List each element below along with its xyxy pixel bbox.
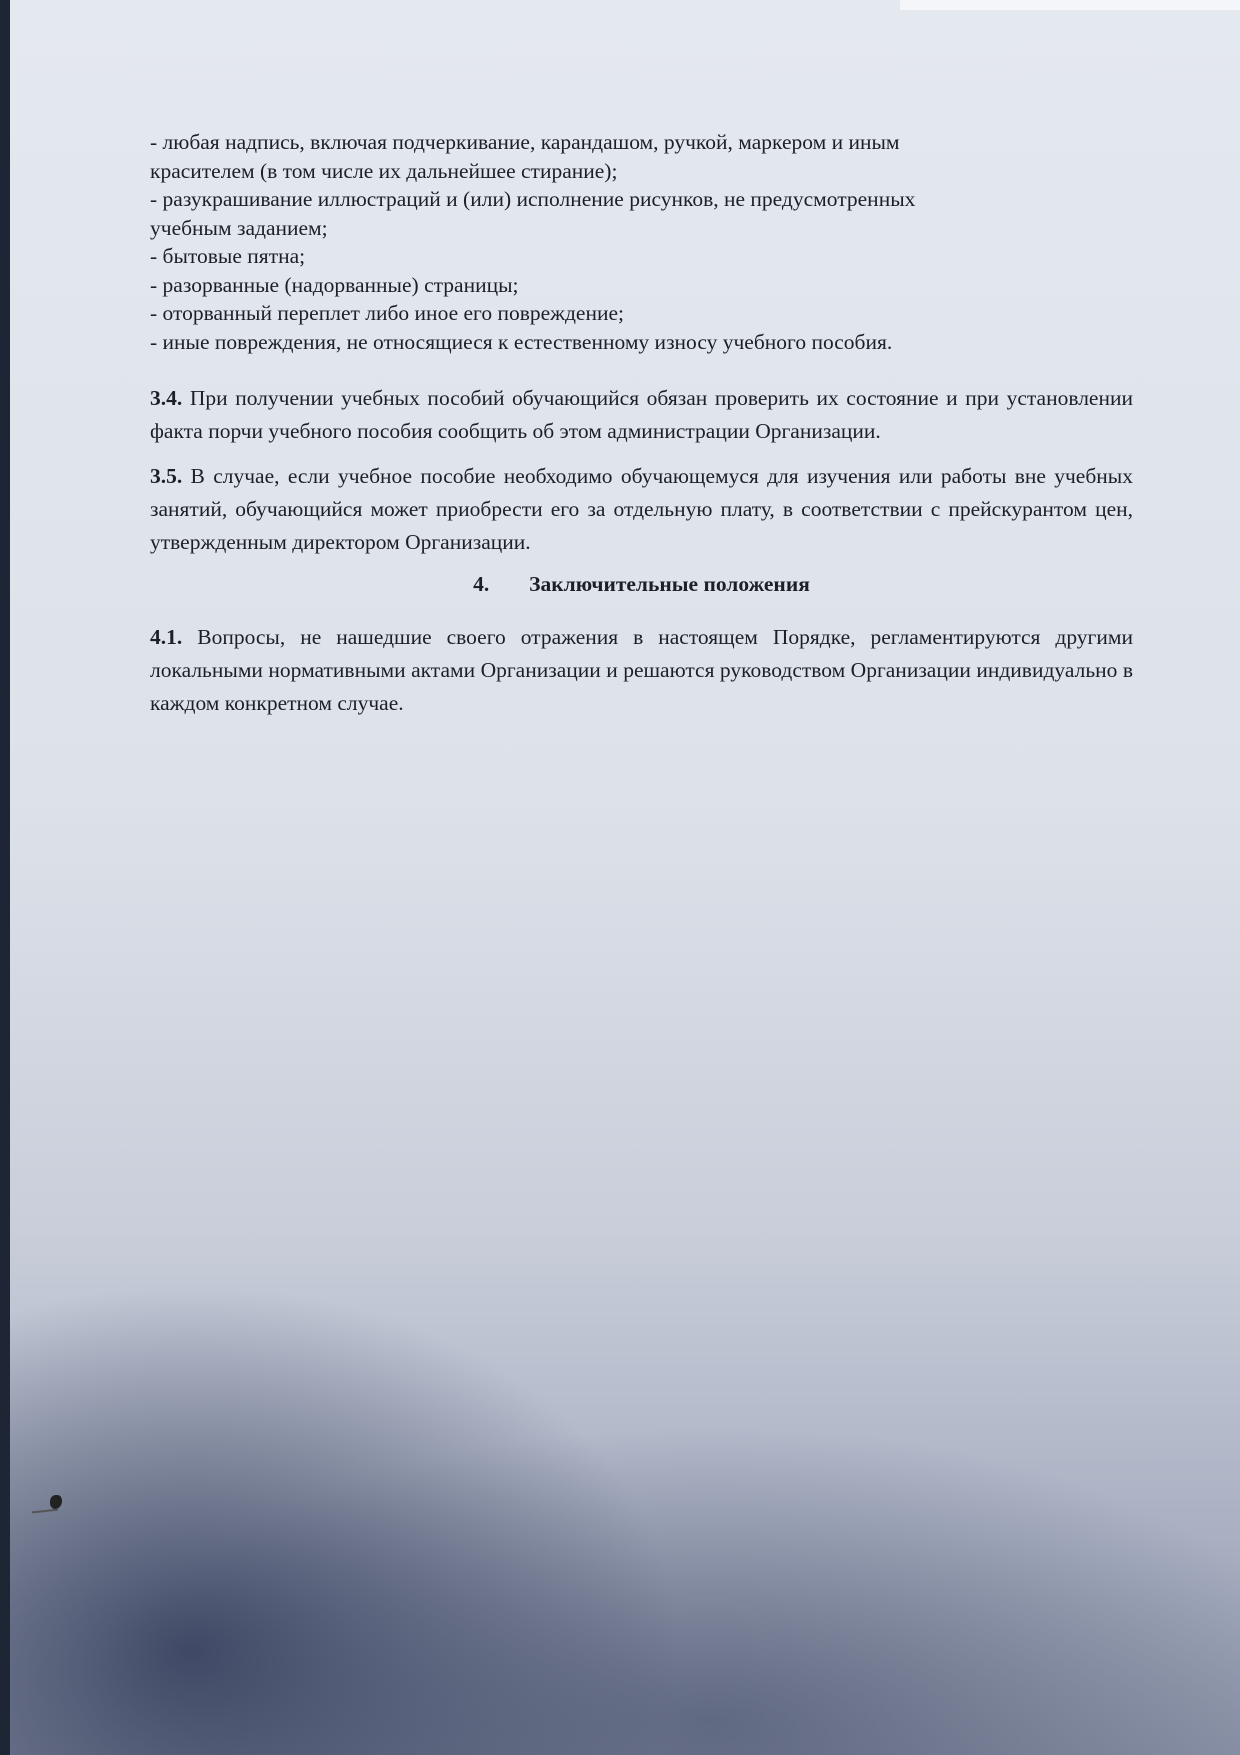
- paper-sheet: [10, 0, 1240, 1755]
- section-heading: [150, 569, 1133, 599]
- list-item: учебным заданием;: [150, 215, 328, 240]
- list-item: - иные повреждения, не относящиеся к естественному износу учебного пособия.: [150, 329, 893, 354]
- list-item: - оторванный переплет либо иное его повреждение;: [150, 301, 625, 325]
- list-item: - разукрашивание иллюстраций и (или) исполнение рисунков, не предусмотренных: [150, 187, 916, 211]
- list-item: - бытовые пятна;: [150, 244, 306, 268]
- paragraph-3-5: [150, 460, 1133, 559]
- section-title: Заключительные положения: [529, 572, 810, 596]
- paragraph-number: 3.4.: [150, 386, 183, 410]
- damage-list: [150, 128, 1133, 356]
- list-item: - разорванные (надорванные) страницы;: [150, 272, 519, 297]
- ink-stroke: [32, 1509, 58, 1514]
- paragraph-text: При получении учебных пособий обучающийся обязан проверить их состояние и при установлении факта порчи учебного пособия сообщить об этом администрации Организации.: [150, 386, 1133, 443]
- light-glare: [900, 0, 1240, 10]
- section-number: 4.: [473, 572, 490, 596]
- paragraph-text: Вопросы, не нашедшие своего отражения в настоящем Порядке, регламентируются другими локальными нормативными актами Организации и решаются руководством Организации индивидуально в каждом конкретном случае.: [150, 625, 1133, 715]
- paragraph-3-4: [150, 382, 1133, 448]
- paragraph-4-1: [150, 621, 1133, 720]
- document-body: [150, 128, 1133, 720]
- paragraph-number: 4.1.: [150, 625, 183, 649]
- paragraph-text: В случае, если учебное пособие необходимо обучающемуся для изучения или работы вне учебных занятий, обучающийся может приобрести его за отдельную плату, в соответствии с прейскурантом цен, утвержденным директором Организации.: [150, 464, 1133, 554]
- list-item: красителем (в том числе их дальнейшее стирание);: [150, 158, 618, 183]
- list-item: - любая надпись, включая подчеркивание, карандашом, ручкой, маркером и иным: [150, 130, 900, 154]
- ink-blot: [50, 1495, 62, 1509]
- paragraph-number: 3.5.: [150, 464, 183, 488]
